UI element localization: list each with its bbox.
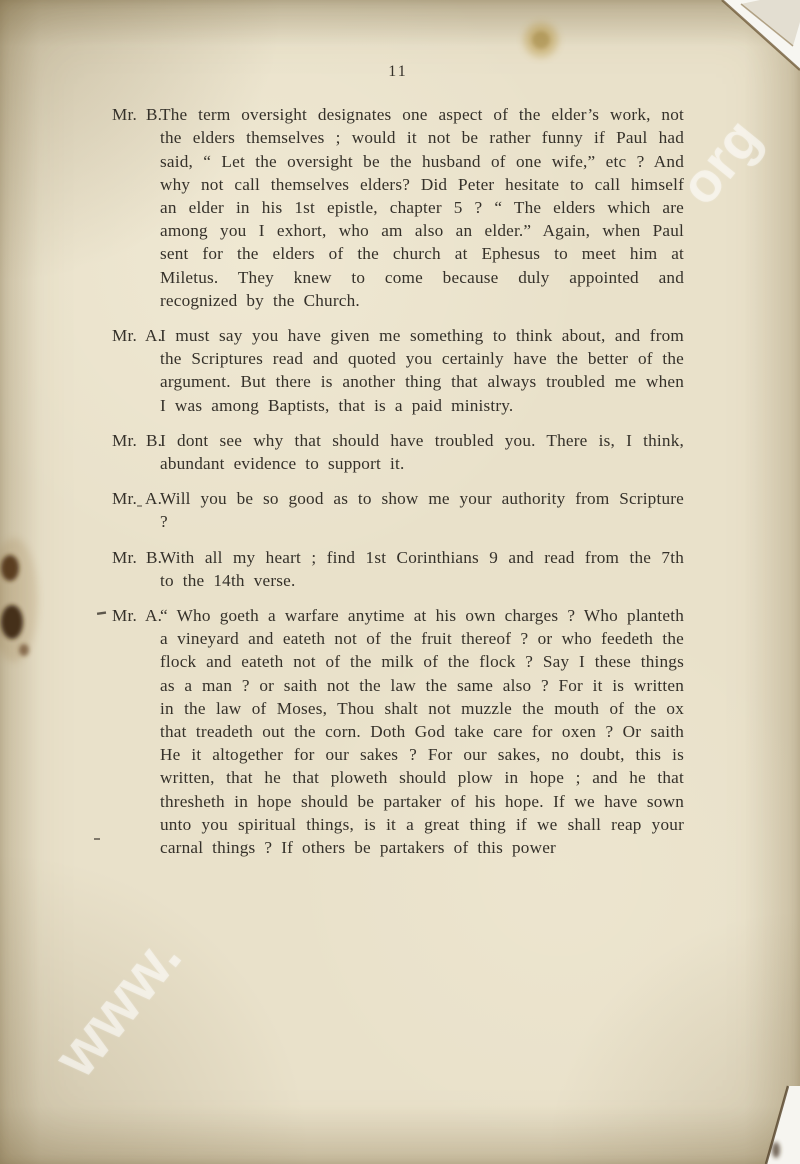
dialogue-paragraph [112, 429, 684, 475]
dialogue-paragraph [112, 103, 684, 312]
paragraph-text: I dont see why that should have troubled you. There is, I think, abundant evidence to support it. [160, 430, 684, 474]
printed-text-block [112, 60, 684, 859]
speaker-label: Mr. A. [112, 326, 163, 346]
paragraph-text: I must say you have given me something to think about, and from the Scriptures read and quoted you certainly have the better of the argument. But there is another thing that always troubled me when I was among Baptists, that is a paid ministry. [160, 326, 684, 415]
page-number: 11 [388, 63, 408, 80]
paragraph-text: The term oversight designates one aspect of the elder’s work, not the elders themselves ; would it not be rather funny if Paul had said, “ Let the oversight be the husband of one wife,” etc ? And why not call themselves elders? Did Peter hesitate to call himself an elder in his 1st epistle, chapter 5 ? “ The elders which are among you I exhort, who am also an elder.” Again, when Paul sent for the elders of the church at Ephesus to meet him at Miletus. They knew to come because duly appointed and recognized by the Church. [160, 105, 684, 310]
speaker-label: Mr. B. [112, 547, 163, 567]
paragraph-text: With all my heart ; find 1st Corinthians 9 and read from the 7th to the 14th verse. [160, 547, 684, 590]
dialogue-paragraph [112, 487, 684, 533]
dialogue-paragraph [112, 604, 684, 859]
paragraph-text: Will you be so good as to show me your authority from Scripture ? [160, 489, 684, 532]
speaker-label: Mr. B. [112, 105, 163, 125]
paragraph-text: “ Who goeth a warfare anytime at his own charges ? Who planteth a vineyard and eateth not of the fruit thereof ? or who feedeth the flock and eateth not of the milk of the flock ? Say I these things as a man ? or saith not the law the same also ? For it is written in the law of Moses, Thou shalt not muzzle the mouth of the ox that treadeth out the corn. Doth God take care for oxen ? Or saith He it altogether for our sakes ? For our sakes, no doubt, this is written, that he that ploweth should plow in hope ; and he that thresheth in hope should be partaker of his hope. If we have sown unto you spiritual things, is it a great thing if we shall reap your carnal things ? If others be partakers of this power [160, 606, 684, 858]
dialogue-paragraph [112, 546, 684, 592]
speaker-label: Mr. A. [112, 489, 163, 509]
speaker-label: Mr. A. [112, 606, 163, 626]
dialogue-paragraph [112, 324, 684, 417]
watermark-fragment: www. [40, 922, 195, 1091]
speaker-label: Mr. B. [112, 430, 163, 450]
watermark-fragment: org [666, 106, 773, 217]
